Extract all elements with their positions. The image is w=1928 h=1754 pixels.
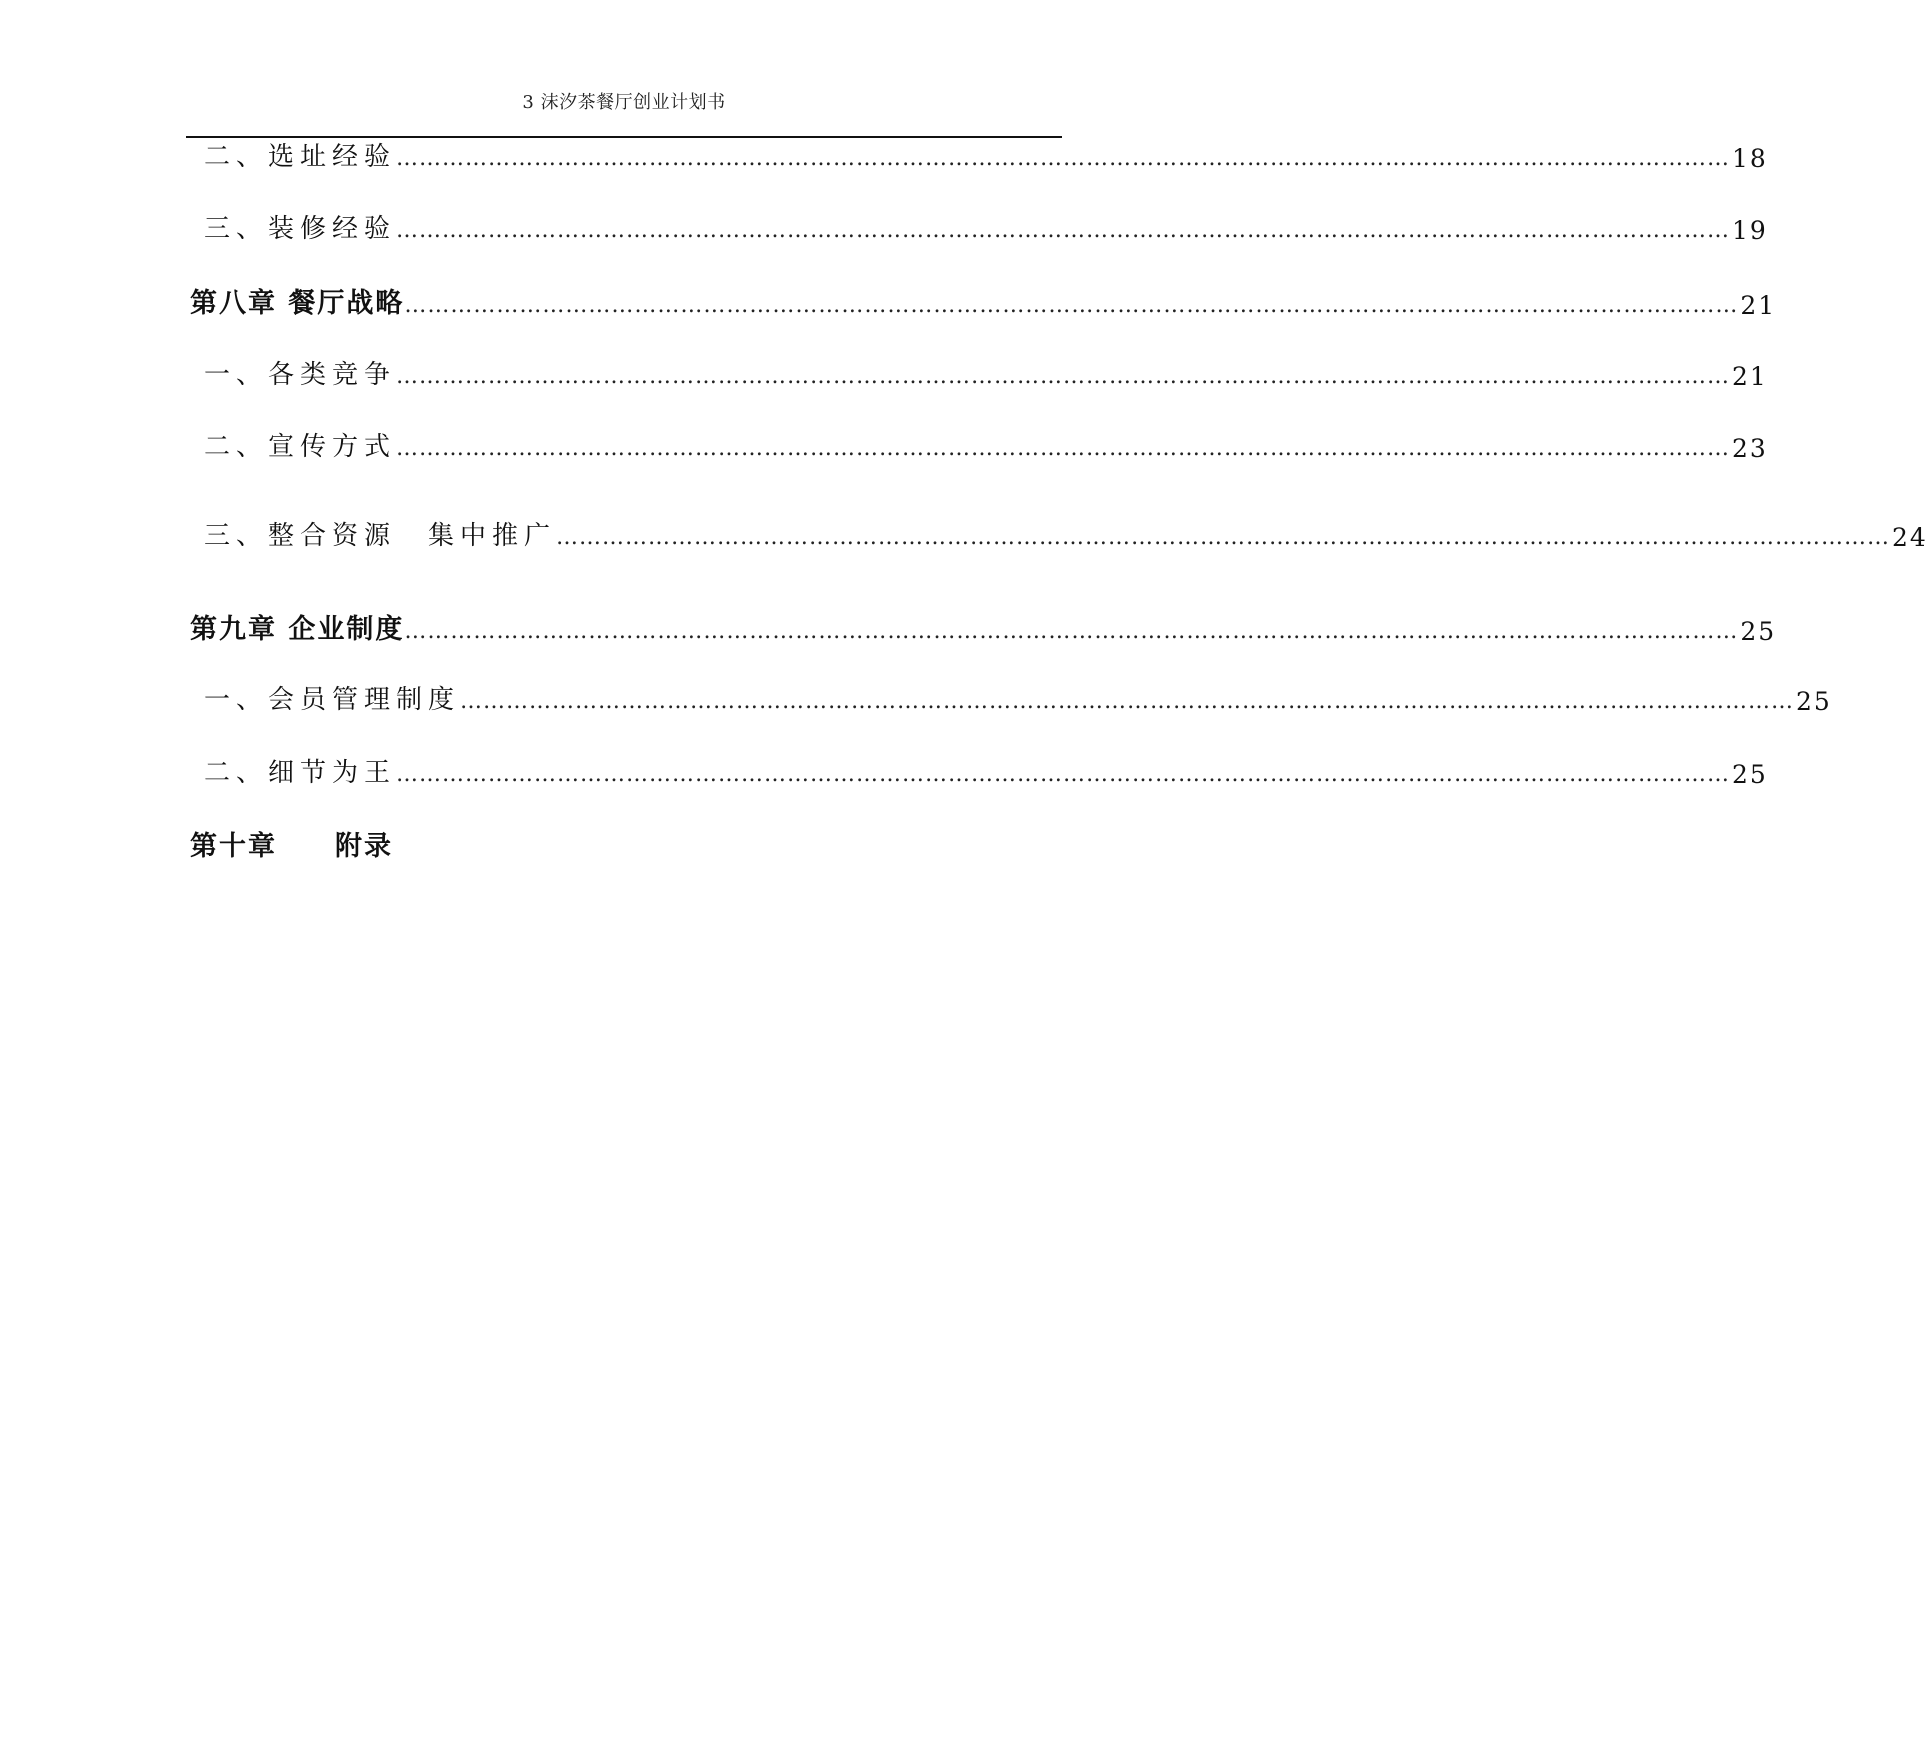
toc-page-number: 25: [1732, 760, 1768, 789]
dot-leader: …………………………………………………………………………………………………………………………………………………………: [404, 293, 1739, 318]
toc-page-number: 23: [1732, 434, 1768, 463]
toc-entry-title: 一、会员管理制度: [204, 685, 461, 715]
dot-leader: …………………………………………………………………………………………………………………………………………………………: [396, 146, 1731, 171]
dot-leader: …………………………………………………………………………………………………………………………………………………………: [396, 436, 1731, 461]
toc-page-number: 25: [1796, 687, 1832, 716]
toc-chapter-9[interactable]: [190, 607, 1777, 646]
dot-leader: …………………………………………………………………………………………………………………………………………………………: [396, 364, 1731, 389]
dot-leader: …………………………………………………………………………………………………………………………………………………………: [404, 619, 1739, 644]
running-header: 3 沫汐茶餐厅创业计划书: [522, 92, 726, 113]
toc-page-number: 21: [1732, 362, 1768, 391]
dot-leader: …………………………………………………………………………………………………………………………………………………………: [556, 525, 1891, 550]
toc-chapter-title: 第八章 餐厅战略: [190, 288, 405, 319]
toc-entry-membership-system[interactable]: [190, 679, 1832, 716]
toc-entry-title: 三、装修经验: [204, 214, 397, 244]
toc-entry-title: 二、宣传方式: [204, 432, 397, 462]
toc-chapter-10[interactable]: [190, 824, 1056, 863]
dot-leader: …………………………………………………………………………………………………………………………………………………………: [460, 689, 1795, 714]
toc-page-number: 21: [1740, 291, 1777, 320]
toc-entry-title: 一、各类竞争: [204, 360, 397, 390]
toc-page-number: 19: [1732, 216, 1768, 245]
toc-entry-decoration-experience[interactable]: [190, 208, 1768, 245]
toc-entry-title: 三、整合资源 集中推广: [204, 521, 557, 551]
toc-entry-title: 二、选址经验: [204, 142, 397, 172]
toc-chapter-title: 第九章 企业制度: [190, 614, 405, 645]
toc-entry-location-experience[interactable]: [190, 136, 1768, 173]
toc-chapter-title: 第十章 附录: [190, 831, 393, 862]
dot-leader: …………………………………………………………………………………………………………………………………………………………: [396, 218, 1731, 243]
toc-chapter-8[interactable]: [190, 281, 1777, 320]
toc-entry-integrate-resources[interactable]: [190, 515, 1928, 552]
dot-leader: …………………………………………………………………………………………………………………………………………………………: [396, 762, 1731, 787]
toc-entry-promotion-methods[interactable]: [190, 426, 1768, 463]
toc-page-number: 25: [1740, 617, 1777, 646]
toc-entry-competition[interactable]: [190, 354, 1768, 391]
toc-entry-details-matter[interactable]: [190, 752, 1768, 789]
toc-page-number: 24: [1892, 523, 1928, 552]
toc-entry-title: 二、细节为王: [204, 758, 397, 788]
toc-page-number: 18: [1732, 144, 1768, 173]
